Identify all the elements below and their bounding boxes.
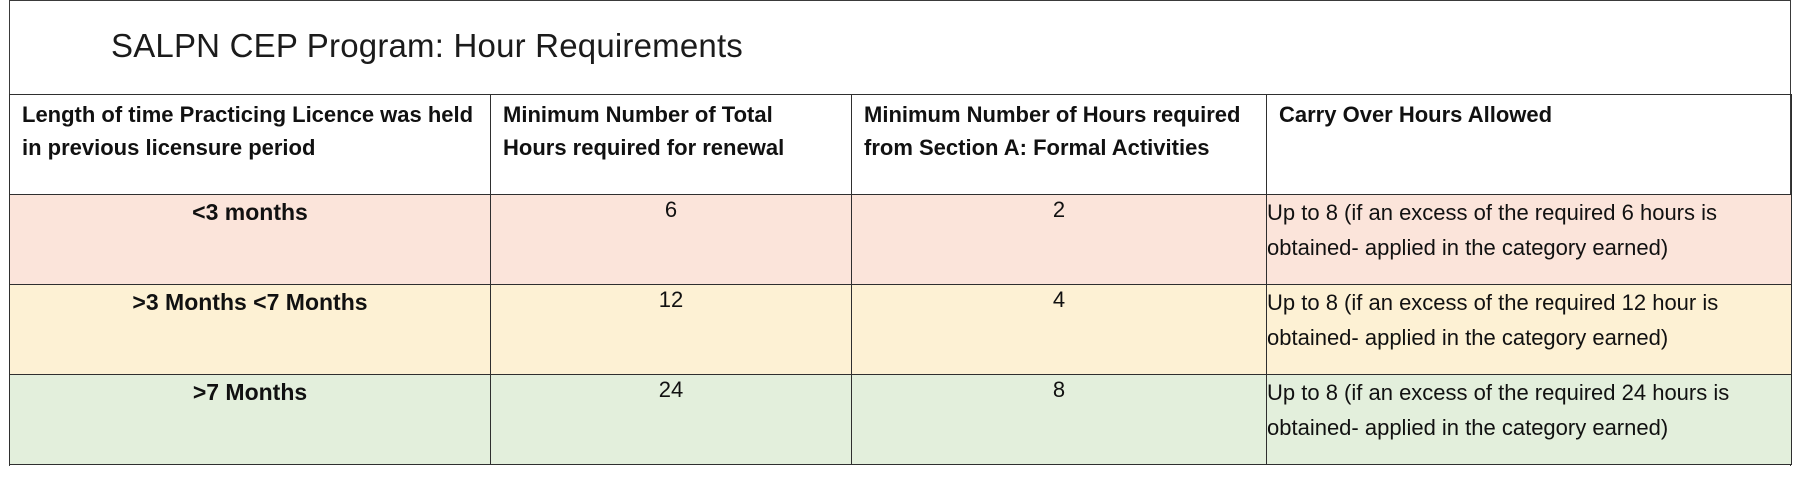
section-a-hours-cell: 4	[852, 285, 1267, 375]
section-a-hours-cell: 8	[852, 375, 1267, 465]
length-cell: <3 months	[10, 195, 491, 285]
length-cell: >3 Months <7 Months	[10, 285, 491, 375]
carry-over-cell: Up to 8 (if an excess of the required 24 hours is obtained- applied in the category earned)	[1267, 375, 1792, 465]
header-carry-over-hours: Carry Over Hours Allowed	[1267, 95, 1792, 195]
total-hours-cell: 12	[491, 285, 852, 375]
length-cell: >7 Months	[10, 375, 491, 465]
table-row	[10, 195, 1792, 285]
header-minimum-total-hours: Minimum Number of Total Hours required for renewal	[491, 95, 852, 195]
total-hours-cell: 6	[491, 195, 852, 285]
table-header-row	[10, 95, 1792, 195]
header-length-of-time: Length of time Practicing Licence was held in previous licensure period	[10, 95, 491, 195]
total-hours-cell: 24	[491, 375, 852, 465]
hour-requirements-table	[9, 94, 1792, 465]
carry-over-cell: Up to 8 (if an excess of the required 6 hours is obtained- applied in the category earned)	[1267, 195, 1792, 285]
table-row	[10, 285, 1792, 375]
page-title: SALPN CEP Program: Hour Requirements	[111, 27, 744, 64]
carry-over-cell: Up to 8 (if an excess of the required 12 hour is obtained- applied in the category earned)	[1267, 285, 1792, 375]
section-a-hours-cell: 2	[852, 195, 1267, 285]
table-row	[10, 375, 1792, 465]
header-minimum-section-a-hours: Minimum Number of Hours required from Section A: Formal Activities	[852, 95, 1267, 195]
